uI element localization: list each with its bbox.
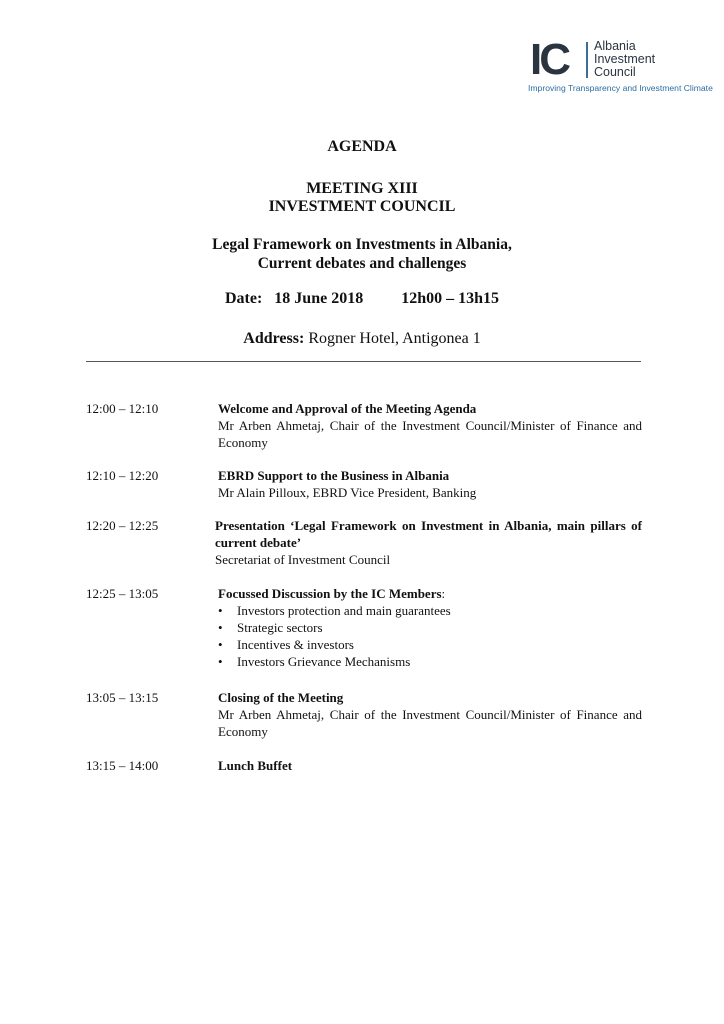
agenda-item-detail: Secretariat of Investment Council bbox=[215, 552, 391, 567]
agenda-item-detail: Mr Arben Ahmetaj, Chair of the Investment Council/Minister of Finance and Economy bbox=[218, 418, 642, 450]
time-range: 12h00 – 13h15 bbox=[401, 290, 499, 307]
agenda-item-detail: Mr Alain Pilloux, EBRD Vice President, Banking bbox=[218, 485, 477, 500]
date-value: 18 June 2018 bbox=[274, 290, 364, 307]
logo-name-line: Albania bbox=[594, 39, 636, 53]
list-item bbox=[218, 619, 642, 636]
agenda-item-time: 12:20 – 12:25 bbox=[86, 518, 159, 533]
albania-investment-council-logo bbox=[528, 35, 718, 98]
header-divider bbox=[86, 361, 641, 362]
agenda-item-time: 12:25 – 13:05 bbox=[86, 586, 159, 601]
agenda-item-title-wrap bbox=[218, 585, 642, 602]
logo-name-line: Investment bbox=[594, 52, 656, 66]
subject-line: Current debates and challenges bbox=[257, 255, 467, 272]
meeting-title bbox=[0, 180, 724, 216]
list-item bbox=[218, 602, 642, 619]
agenda-title: AGENDA bbox=[327, 138, 397, 155]
logo-name-line: Council bbox=[594, 65, 636, 79]
agenda-item-title-suffix: : bbox=[441, 586, 446, 601]
meeting-line: INVESTMENT COUNCIL bbox=[268, 198, 456, 215]
list-item-text: Incentives & investors bbox=[237, 637, 354, 652]
agenda-item-title: Focussed Discussion by the IC Members bbox=[218, 586, 442, 601]
subject-line: Legal Framework on Investments in Albania, bbox=[212, 236, 512, 253]
meeting-line: MEETING XIII bbox=[306, 180, 418, 197]
bullet-icon: • bbox=[218, 603, 223, 618]
list-item bbox=[218, 636, 642, 653]
address-label: Address: bbox=[243, 330, 305, 347]
list-item-text: Investors Grievance Mechanisms bbox=[237, 654, 411, 669]
agenda-item-detail: Mr Arben Ahmetaj, Chair of the Investment Council/Minister of Finance and Economy bbox=[218, 707, 642, 739]
address-line bbox=[0, 330, 724, 348]
address-value: Rogner Hotel, Antigonea 1 bbox=[308, 330, 481, 347]
logo-tagline: Improving Transparency and Investment Climate bbox=[528, 83, 713, 93]
logo-divider bbox=[586, 42, 588, 78]
discussion-topics-list bbox=[218, 602, 642, 670]
agenda-item-title: Welcome and Approval of the Meeting Agenda bbox=[218, 401, 477, 416]
agenda-item-time: 12:00 – 12:10 bbox=[86, 401, 159, 416]
list-item bbox=[218, 653, 642, 670]
bullet-icon: • bbox=[218, 620, 223, 635]
date-label: Date: bbox=[224, 290, 263, 307]
date-line bbox=[0, 290, 724, 308]
meeting-subject bbox=[0, 235, 724, 273]
bullet-icon: • bbox=[218, 654, 223, 669]
agenda-item-title: Closing of the Meeting bbox=[218, 690, 344, 705]
agenda-item-title: EBRD Support to the Business in Albania bbox=[218, 468, 450, 483]
list-item-text: Strategic sectors bbox=[237, 620, 323, 635]
list-item-text: Investors protection and main guarantees bbox=[237, 603, 451, 618]
agenda-item-time: 13:05 – 13:15 bbox=[86, 690, 159, 705]
agenda-item-title: Presentation ‘Legal Framework on Investment in Albania, main pillars of current debate’ bbox=[215, 518, 642, 550]
logo-name bbox=[594, 40, 655, 79]
bullet-icon: • bbox=[218, 637, 223, 652]
logo-mark: IC bbox=[530, 35, 568, 84]
agenda-item-title: Lunch Buffet bbox=[218, 758, 293, 773]
agenda-item-time: 13:15 – 14:00 bbox=[86, 758, 159, 773]
agenda-item-time: 12:10 – 12:20 bbox=[86, 468, 159, 483]
